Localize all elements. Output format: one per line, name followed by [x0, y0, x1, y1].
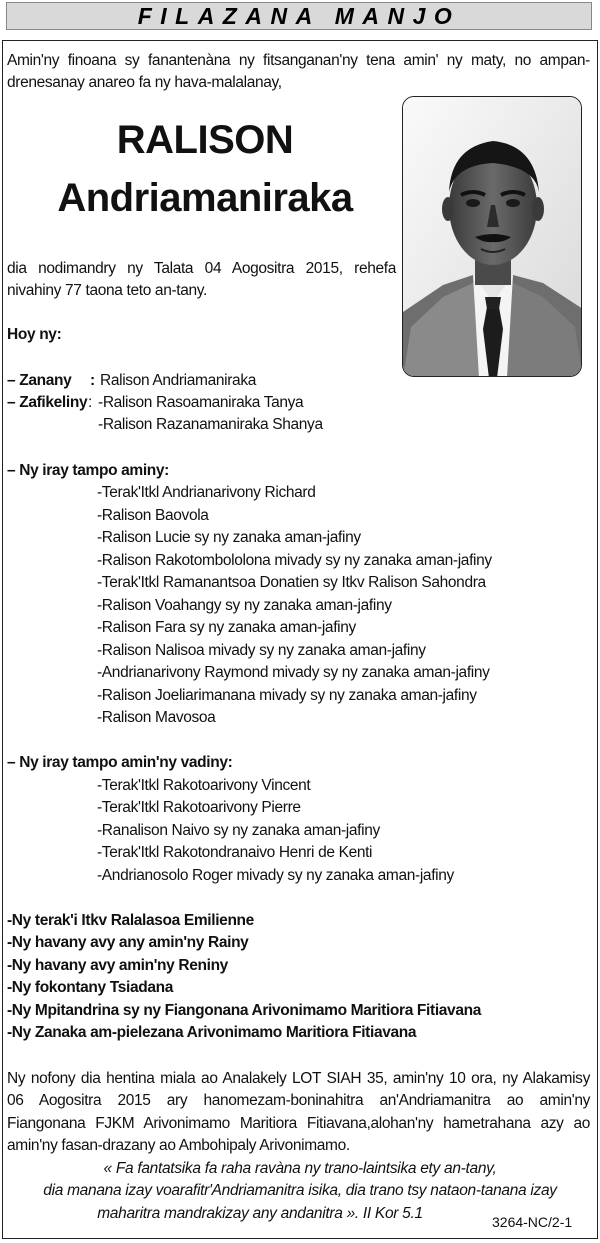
- zanany-colon: :: [90, 372, 95, 389]
- tampo-vadiny-item: -Andrianosolo Roger mivady sy ny zanaka aman-jafiny: [97, 867, 454, 884]
- tampo-aminy-item: -Ralison Joeliarimanana mivady sy ny zanaka aman-jafiny: [97, 687, 477, 704]
- quote-line-3: maharitra mandrakizay any andanitra ». II Kor 5.1: [97, 1205, 423, 1222]
- deceased-name-line-2: Andriamaniraka: [57, 176, 353, 220]
- tampo-aminy-item: -Andrianarivony Raymond mivady sy ny zanaka aman-jafiny: [97, 664, 490, 681]
- others-item: -Ny fokontany Tsiadana: [7, 979, 173, 996]
- header-title: FILAZANA MANJO: [137, 3, 461, 29]
- zafikeliny-item: -Ralison Razanamaniraka Shanya: [98, 416, 323, 433]
- quote-line-1: « Fa fantatsika fa raha ravàna ny trano-laintsika ety an-tany,: [103, 1160, 497, 1177]
- tampo-vadiny-item: -Terak'Itkl Rakotoarivony Pierre: [97, 799, 301, 816]
- funeral-line-1: Ny nofony dia hentina miala ao Analakely LOT SIAH 35, amin'ny 10 ora, ny Alakamisy: [7, 1070, 590, 1087]
- header-banner: [6, 2, 592, 30]
- tampo-aminy-item: -Terak'Itkl Andrianarivony Richard: [97, 484, 316, 501]
- zanany-label: – Zanany: [7, 372, 72, 389]
- intro-line-2: drenesanay anareo fa ny hava-malalanay,: [7, 74, 282, 91]
- tampo-aminy-item: -Ralison Mavosoa: [97, 709, 216, 726]
- zafikeliny-item: -Ralison Rasoamaniraka Tanya: [98, 394, 304, 411]
- tampo-aminy-item: -Ralison Voahangy sy ny zanaka aman-jafiny: [97, 597, 392, 614]
- tampo-aminy-item: -Ralison Fara sy ny zanaka aman-jafiny: [97, 619, 356, 636]
- others-item: -Ny havany avy amin'ny Reniny: [7, 957, 228, 974]
- reference-code: 3264-NC/2-1: [492, 1214, 573, 1230]
- quote-line-2: dia manana izay voarafitr'Andriamanitra isika, dia trano tsy nataon-tanana izay: [43, 1182, 557, 1199]
- funeral-line-2: 06 Aogositra 2015 ary hanomezam-boninahitra an'Andriamanitra ao amin'ny: [7, 1092, 590, 1109]
- tampo-aminy-item: -Ralison Baovola: [97, 507, 209, 524]
- zanany-value: Ralison Andriamaniraka: [100, 372, 256, 389]
- tampo-vadiny-item: -Terak'Itkl Rakotondranaivo Henri de Kenti: [97, 844, 373, 861]
- tampo-vadiny-heading: – Ny iray tampo amin'ny vadiny:: [7, 754, 233, 771]
- tampo-aminy-item: -Ralison Rakotombololona mivady sy ny zanaka aman-jafiny: [97, 552, 492, 569]
- funeral-line-3: Fiangonana FJKM Arivonimamo Maritiora Fitiavana,alohan'ny hametrahana azy ao: [7, 1115, 590, 1132]
- tampo-aminy-item: -Terak'Itkl Ramanantsoa Donatien sy Itkv Ralison Sahondra: [97, 574, 486, 591]
- intro-line-1: Amin'ny finoana sy fanantenàna ny fitsanganan'ny tena amin' ny maty, no ampan-: [7, 52, 590, 69]
- zafikeliny-label: – Zafikeliny: [7, 394, 88, 411]
- hoy-ny-label: Hoy ny:: [7, 326, 62, 343]
- portrait-photo: [402, 96, 582, 377]
- tampo-aminy-item: -Ralison Nalisoa mivady sy ny zanaka aman-jafiny: [97, 642, 426, 659]
- others-item: -Ny Zanaka am-pielezana Arivonimamo Maritiora Fitiavana: [7, 1024, 417, 1041]
- tampo-vadiny-item: -Terak'Itkl Rakotoarivony Vincent: [97, 777, 311, 794]
- tampo-aminy-item: -Ralison Lucie sy ny zanaka aman-jafiny: [97, 529, 361, 546]
- others-item: -Ny terak'i Itkv Ralalasoa Emilienne: [7, 912, 254, 929]
- deceased-name-line-1: RALISON: [116, 118, 294, 162]
- tampo-aminy-heading: – Ny iray tampo aminy:: [7, 462, 169, 479]
- death-notice-line-2: nivahiny 77 taona teto an-tany.: [7, 282, 207, 299]
- others-item: -Ny Mpitandrina sy ny Fiangonana Arivonimamo Maritiora Fitiavana: [7, 1002, 481, 1019]
- others-item: -Ny havany avy any amin'ny Rainy: [7, 934, 249, 951]
- funeral-line-4: amin'ny fasan-drazany ao Ambohipaly Arivonimamo.: [7, 1137, 350, 1154]
- zafikeliny-colon: :: [88, 394, 92, 411]
- portrait-image: [403, 97, 582, 377]
- tampo-vadiny-item: -Ranalison Naivo sy ny zanaka aman-jafiny: [97, 822, 380, 839]
- death-notice-line-1: dia nodimandry ny Talata 04 Aogositra 2015, rehefa: [7, 260, 396, 277]
